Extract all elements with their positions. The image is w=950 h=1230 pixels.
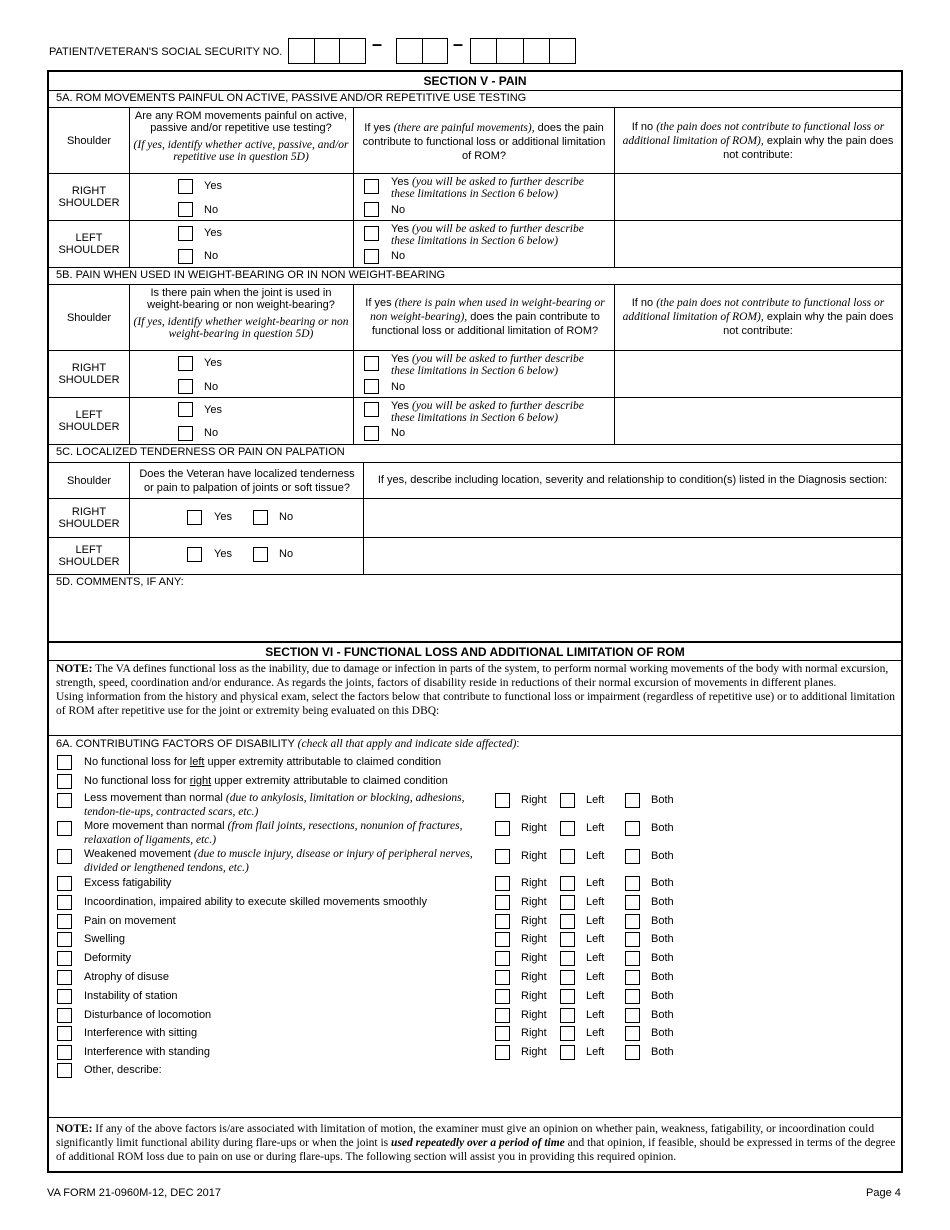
6a-factor-2-right-label: Right bbox=[521, 914, 547, 927]
6a-factor-2-both-label: Both bbox=[651, 914, 674, 927]
6a-factor-3-left-checkbox[interactable] bbox=[560, 932, 575, 947]
6a-factor-long-0-left-checkbox[interactable] bbox=[560, 793, 575, 808]
6a-factor-9-label: Interference with standing bbox=[84, 1046, 210, 1059]
6a-factor-9-right-checkbox[interactable] bbox=[495, 1045, 510, 1060]
5a-col-shoulder: Shoulder bbox=[66, 134, 112, 147]
5a-right-contrib-yes-label: Yes (you will be asked to further describe these limitations in Section 6 below) bbox=[391, 176, 584, 200]
6a-other-checkbox[interactable] bbox=[57, 1063, 72, 1078]
6a-factor-5-left-checkbox[interactable] bbox=[560, 970, 575, 985]
6a-factor-long-2-both-label: Both bbox=[651, 850, 674, 862]
5c-col-question: Does the Veteran have localized tenderness or pain to palpation of joints or soft tissue? bbox=[139, 468, 355, 494]
6a-factor-6-right-label: Right bbox=[521, 989, 547, 1002]
6a-factor-long-1-both-checkbox[interactable] bbox=[625, 821, 640, 836]
5b-right-contrib-yes-label: Yes (you will be asked to further describe these limitations in Section 6 below) bbox=[391, 353, 584, 377]
5b-right-contrib-no-checkbox[interactable] bbox=[364, 379, 379, 394]
5a-right-explain-field[interactable] bbox=[615, 174, 901, 220]
5c-right-yes-checkbox[interactable] bbox=[187, 510, 202, 525]
6a-factor-6-checkbox[interactable] bbox=[57, 989, 72, 1004]
6a-factor-0-left-label: Left bbox=[586, 877, 605, 889]
5a-left-contrib-yes-label: Yes (you will be asked to further describe these limitations in Section 6 below) bbox=[391, 223, 584, 247]
6a-factor-3-both-checkbox[interactable] bbox=[625, 932, 640, 947]
6a-other-label: Other, describe: bbox=[84, 1064, 162, 1076]
5a-left-yes-label: Yes bbox=[204, 227, 222, 239]
6a-factor-5-left-label: Left bbox=[586, 971, 605, 983]
5c-left-describe-field[interactable] bbox=[364, 538, 901, 574]
5c-left-no-checkbox[interactable] bbox=[253, 547, 268, 562]
5b-right-explain-field[interactable] bbox=[615, 351, 901, 397]
5a-title: 5A. ROM MOVEMENTS PAINFUL ON ACTIVE, PASSIVE AND/OR REPETITIVE USE TESTING bbox=[56, 92, 527, 104]
5b-right-contrib-yes-checkbox[interactable] bbox=[364, 356, 379, 371]
ssn-field-part3[interactable] bbox=[470, 38, 576, 64]
5c-right-yes-label: Yes bbox=[214, 511, 232, 523]
5a-row-left-label: LEFT SHOULDER bbox=[58, 232, 120, 256]
6a-factor-long-1-left-checkbox[interactable] bbox=[560, 821, 575, 836]
6a-factor-0-label: Excess fatigability bbox=[84, 877, 172, 889]
6a-factor-4-left-checkbox[interactable] bbox=[560, 951, 575, 966]
5b-left-contrib-yes-checkbox[interactable] bbox=[364, 402, 379, 417]
6a-factor-long-2-right-checkbox[interactable] bbox=[495, 849, 510, 864]
6a-factor-4-checkbox[interactable] bbox=[57, 951, 72, 966]
6a-factor-0-right-checkbox[interactable] bbox=[495, 876, 510, 891]
6a-factor-6-left-label: Left bbox=[586, 989, 605, 1002]
6a-other-describe-field[interactable] bbox=[180, 1062, 896, 1112]
6a-factor-long-0-both-label: Both bbox=[651, 794, 674, 806]
6a-factor-2-left-label: Left bbox=[586, 914, 605, 927]
6a-factor-6-label: Instability of station bbox=[84, 989, 178, 1002]
5a-left-contrib-no-checkbox[interactable] bbox=[364, 249, 379, 264]
6a-factor-5-both-label: Both bbox=[651, 971, 674, 983]
6a-factor-1-right-label: Right bbox=[521, 895, 547, 908]
5b-right-yes-checkbox[interactable] bbox=[178, 356, 193, 371]
6a-factor-8-label: Interference with sitting bbox=[84, 1027, 198, 1040]
6a-factor-2-label: Pain on movement bbox=[84, 914, 176, 927]
5b-left-no-checkbox[interactable] bbox=[178, 426, 193, 441]
5a-col-explain: If no (the pain does not contribute to functional loss or additional limitation of ROM), explain why the pain does not contribute: bbox=[622, 121, 894, 161]
6a-factor-long-2-left-label: Left bbox=[586, 850, 605, 862]
section6-note-flareups: NOTE: If any of the above factors is/are associated with limitation of motion, the examiner must give an opinion on whether pain, weakness, fatigability, or incoordination could significantly limit functional ability during flare-ups or when the joint is used repeatedly over a period of time and that opinion, if feasible, should be expressed in terms of the degree of additional ROM loss due to pain on use or during flare-ups. The following section will assist you in providing this required opinion. bbox=[56, 1123, 896, 1163]
5b-col-question: Is there pain when the joint is used in weight-bearing or non weight-bearing? (If yes, identify whether weight-bearing or non weight-bearing in question 5D) bbox=[133, 287, 349, 340]
6a-factor-9-checkbox[interactable] bbox=[57, 1045, 72, 1060]
6a-factor-2-both-checkbox[interactable] bbox=[625, 914, 640, 929]
5a-left-no-checkbox[interactable] bbox=[178, 249, 193, 264]
6a-factor-8-checkbox[interactable] bbox=[57, 1026, 72, 1041]
5b-col-contribute: If yes (there is pain when used in weight-bearing or non weight-bearing), does the pain contribute to functional loss or additional limitation of ROM? bbox=[365, 297, 605, 337]
6a-factor-long-0-checkbox[interactable] bbox=[57, 793, 72, 808]
6a-factor-2-right-checkbox[interactable] bbox=[495, 914, 510, 929]
6a-factor-9-both-checkbox[interactable] bbox=[625, 1045, 640, 1060]
6a-factor-1-both-label: Both bbox=[651, 895, 674, 908]
5d-title: 5D. COMMENTS, IF ANY: bbox=[56, 576, 184, 588]
5b-right-no-checkbox[interactable] bbox=[178, 379, 193, 394]
form-number: VA FORM 21-0960M-12, DEC 2017 bbox=[47, 1187, 222, 1199]
6a-factor-9-both-label: Both bbox=[651, 1046, 674, 1059]
5b-left-explain-field[interactable] bbox=[615, 398, 901, 444]
6a-factor-3-right-checkbox[interactable] bbox=[495, 932, 510, 947]
6a-factor-long-2-label: Weakened movement (due to muscle injury, disease or injury of peripheral nerves, divided or lengthened tendons, etc.) bbox=[84, 848, 473, 874]
6a-factor-8-both-label: Both bbox=[651, 1027, 674, 1040]
6a-factor-4-left-label: Left bbox=[586, 952, 605, 965]
6a-factor-5-both-checkbox[interactable] bbox=[625, 970, 640, 985]
5a-right-contrib-no-checkbox[interactable] bbox=[364, 202, 379, 217]
5a-left-contrib-no-label: No bbox=[391, 250, 406, 262]
6a-factor-0-right-label: Right bbox=[521, 877, 547, 889]
6a-no-loss-right-label: No functional loss for right upper extremity attributable to claimed condition bbox=[84, 775, 448, 787]
5b-col-explain: If no (the pain does not contribute to functional loss or additional limitation of ROM), explain why the pain does not contribute: bbox=[622, 297, 894, 337]
5b-left-contrib-no-checkbox[interactable] bbox=[364, 426, 379, 441]
6a-factor-long-0-label: Less movement than normal (due to ankylosis, limitation or blocking, adhesions, tendon-tie-ups, contracted scars, etc.) bbox=[84, 792, 465, 818]
6a-factor-2-checkbox[interactable] bbox=[57, 914, 72, 929]
6a-factor-long-2-checkbox[interactable] bbox=[57, 849, 72, 864]
5b-left-yes-label: Yes bbox=[204, 404, 222, 416]
6a-no-loss-left-checkbox[interactable] bbox=[57, 755, 72, 770]
6a-factor-long-0-both-checkbox[interactable] bbox=[625, 793, 640, 808]
6a-factor-5-checkbox[interactable] bbox=[57, 970, 72, 985]
6a-factor-8-left-label: Left bbox=[586, 1027, 605, 1040]
5b-left-no-label: No bbox=[204, 427, 219, 439]
5b-left-contrib-no-label: No bbox=[391, 427, 406, 439]
6a-factor-9-right-label: Right bbox=[521, 1046, 547, 1059]
5c-left-yes-checkbox[interactable] bbox=[187, 547, 202, 562]
6a-factor-9-left-label: Left bbox=[586, 1046, 605, 1059]
5c-right-describe-field[interactable] bbox=[364, 499, 901, 537]
5a-row-right-label: RIGHT SHOULDER bbox=[58, 185, 120, 209]
ssn-field-part2[interactable] bbox=[396, 38, 448, 64]
6a-factor-long-1-both-label: Both bbox=[651, 822, 674, 834]
ssn-label: PATIENT/VETERAN'S SOCIAL SECURITY NO. bbox=[49, 46, 283, 58]
5d-comments-field[interactable] bbox=[49, 590, 901, 640]
6a-factor-1-left-label: Left bbox=[586, 895, 605, 908]
6a-factor-4-both-label: Both bbox=[651, 952, 674, 965]
6a-factor-7-left-label: Left bbox=[586, 1008, 605, 1021]
section6-note: NOTE: The VA defines functional loss as the inability, due to damage or infection in parts of the system, to perform normal working movements of the body with normal excursion, strength, speed, coordination and/or endurance. As regards the joints, factors of disability reside in reductions of their normal excursion of movements in different planes. Using information from the history and physical exam, select the factors below that contribute to functional loss or impairment (regardless of repetitive use) or to additional limitation of ROM after repetitive use for the joint or extremity being evaluated on this DBQ: bbox=[56, 663, 895, 717]
6a-factor-5-label: Atrophy of disuse bbox=[84, 971, 169, 983]
ssn-field-part1[interactable] bbox=[288, 38, 366, 64]
5a-right-no-label: No bbox=[204, 204, 219, 216]
6a-factor-4-right-checkbox[interactable] bbox=[495, 951, 510, 966]
5c-left-no-label: No bbox=[279, 548, 294, 560]
5b-col-shoulder: Shoulder bbox=[66, 311, 112, 324]
5b-row-left-label: LEFT SHOULDER bbox=[58, 409, 120, 433]
6a-factor-3-right-label: Right bbox=[521, 933, 547, 946]
6a-factor-3-both-label: Both bbox=[651, 933, 674, 946]
5a-left-explain-field[interactable] bbox=[615, 221, 901, 267]
6a-factor-long-2-left-checkbox[interactable] bbox=[560, 849, 575, 864]
6a-factor-7-both-checkbox[interactable] bbox=[625, 1008, 640, 1023]
6a-factor-8-right-label: Right bbox=[521, 1027, 547, 1040]
6a-factor-long-2-both-checkbox[interactable] bbox=[625, 849, 640, 864]
6a-factor-5-right-checkbox[interactable] bbox=[495, 970, 510, 985]
6a-factor-6-both-checkbox[interactable] bbox=[625, 989, 640, 1004]
6a-factor-3-checkbox[interactable] bbox=[57, 932, 72, 947]
5a-right-contrib-yes-checkbox[interactable] bbox=[364, 179, 379, 194]
6a-factor-7-left-checkbox[interactable] bbox=[560, 1008, 575, 1023]
5a-right-yes-checkbox[interactable] bbox=[178, 179, 193, 194]
5b-right-yes-label: Yes bbox=[204, 357, 222, 369]
5c-row-right-label: RIGHT SHOULDER bbox=[58, 506, 120, 530]
ssn-dash-1: – bbox=[372, 34, 383, 54]
5b-title: 5B. PAIN WHEN USED IN WEIGHT-BEARING OR IN NON WEIGHT-BEARING bbox=[56, 269, 446, 281]
6a-factor-8-left-checkbox[interactable] bbox=[560, 1026, 575, 1041]
6a-factor-long-0-right-label: Right bbox=[521, 794, 547, 806]
6a-factor-long-1-label: More movement than normal (from flail joints, resections, nonunion of fractures, relaxation of ligaments, etc.) bbox=[84, 820, 463, 846]
6a-factor-4-right-label: Right bbox=[521, 952, 547, 965]
6a-factor-7-both-label: Both bbox=[651, 1008, 674, 1021]
6a-no-loss-left-label: No functional loss for left upper extremity attributable to claimed condition bbox=[84, 756, 442, 768]
5b-row-right-label: RIGHT SHOULDER bbox=[58, 362, 120, 386]
6a-factor-7-checkbox[interactable] bbox=[57, 1008, 72, 1023]
6a-no-loss-right-checkbox[interactable] bbox=[57, 774, 72, 789]
6a-factor-long-1-checkbox[interactable] bbox=[57, 821, 72, 836]
5a-right-no-checkbox[interactable] bbox=[178, 202, 193, 217]
section6-title: SECTION VI - FUNCTIONAL LOSS AND ADDITIONAL LIMITATION OF ROM bbox=[265, 645, 685, 659]
6a-factor-4-label: Deformity bbox=[84, 952, 132, 965]
5b-left-contrib-yes-label: Yes (you will be asked to further describe these limitations in Section 6 below) bbox=[391, 400, 584, 424]
6a-factor-0-both-checkbox[interactable] bbox=[625, 876, 640, 891]
6a-factor-0-left-checkbox[interactable] bbox=[560, 876, 575, 891]
6a-factor-long-2-right-label: Right bbox=[521, 850, 547, 862]
5b-right-no-label: No bbox=[204, 381, 219, 393]
5a-left-no-label: No bbox=[204, 250, 219, 262]
5b-left-yes-checkbox[interactable] bbox=[178, 402, 193, 417]
6a-factor-0-both-label: Both bbox=[651, 877, 674, 889]
5c-col-shoulder: Shoulder bbox=[66, 474, 112, 487]
6a-factor-long-0-right-checkbox[interactable] bbox=[495, 793, 510, 808]
5c-left-yes-label: Yes bbox=[214, 548, 232, 560]
6a-factor-7-right-checkbox[interactable] bbox=[495, 1008, 510, 1023]
6a-factor-1-label: Incoordination, impaired ability to execute skilled movements smoothly bbox=[84, 895, 427, 908]
6a-factor-1-right-checkbox[interactable] bbox=[495, 895, 510, 910]
6a-factor-1-left-checkbox[interactable] bbox=[560, 895, 575, 910]
6a-factor-long-0-left-label: Left bbox=[586, 794, 605, 806]
5a-col-contribute: If yes (there are painful movements), does the pain contribute to functional loss or additional limitation of ROM? bbox=[362, 122, 606, 162]
5c-right-no-label: No bbox=[279, 511, 294, 523]
5c-row-left-label: LEFT SHOULDER bbox=[58, 544, 120, 568]
6a-factor-2-left-checkbox[interactable] bbox=[560, 914, 575, 929]
5b-right-contrib-no-label: No bbox=[391, 381, 406, 393]
6a-factor-6-right-checkbox[interactable] bbox=[495, 989, 510, 1004]
6a-factor-6-left-checkbox[interactable] bbox=[560, 989, 575, 1004]
6a-factor-3-left-label: Left bbox=[586, 933, 605, 946]
6a-factor-8-right-checkbox[interactable] bbox=[495, 1026, 510, 1041]
5a-col-question: Are any ROM movements painful on active, passive and/or repetitive use testing? (If yes, identify whether active, passive, and/or repetitive use in question 5D) bbox=[133, 110, 349, 163]
section5-title: SECTION V - PAIN bbox=[423, 74, 527, 88]
5a-right-yes-label: Yes bbox=[204, 180, 222, 192]
5a-left-contrib-yes-checkbox[interactable] bbox=[364, 226, 379, 241]
6a-factor-1-both-checkbox[interactable] bbox=[625, 895, 640, 910]
6a-factor-4-both-checkbox[interactable] bbox=[625, 951, 640, 966]
5a-left-yes-checkbox[interactable] bbox=[178, 226, 193, 241]
page-number: Page 4 bbox=[866, 1187, 901, 1199]
6a-factor-0-checkbox[interactable] bbox=[57, 876, 72, 891]
6a-factor-8-both-checkbox[interactable] bbox=[625, 1026, 640, 1041]
5c-title: 5C. LOCALIZED TENDERNESS OR PAIN ON PALPATION bbox=[56, 446, 345, 458]
6a-factor-5-right-label: Right bbox=[521, 971, 547, 983]
5c-right-no-checkbox[interactable] bbox=[253, 510, 268, 525]
6a-factor-long-1-right-label: Right bbox=[521, 822, 547, 834]
6a-factor-6-both-label: Both bbox=[651, 989, 674, 1002]
5a-right-contrib-no-label: No bbox=[391, 204, 406, 216]
6a-factor-7-right-label: Right bbox=[521, 1008, 547, 1021]
6a-factor-long-1-right-checkbox[interactable] bbox=[495, 821, 510, 836]
6a-factor-long-1-left-label: Left bbox=[586, 822, 605, 834]
6a-factor-1-checkbox[interactable] bbox=[57, 895, 72, 910]
6a-title: 6A. CONTRIBUTING FACTORS OF DISABILITY (check all that apply and indicate side affected): bbox=[56, 738, 520, 750]
6a-factor-9-left-checkbox[interactable] bbox=[560, 1045, 575, 1060]
6a-factor-7-label: Disturbance of locomotion bbox=[84, 1008, 212, 1021]
6a-factor-3-label: Swelling bbox=[84, 933, 125, 946]
5c-col-describe: If yes, describe including location, severity and relationship to condition(s) listed in the Diagnosis section: bbox=[377, 474, 888, 486]
ssn-dash-2: – bbox=[453, 34, 464, 54]
